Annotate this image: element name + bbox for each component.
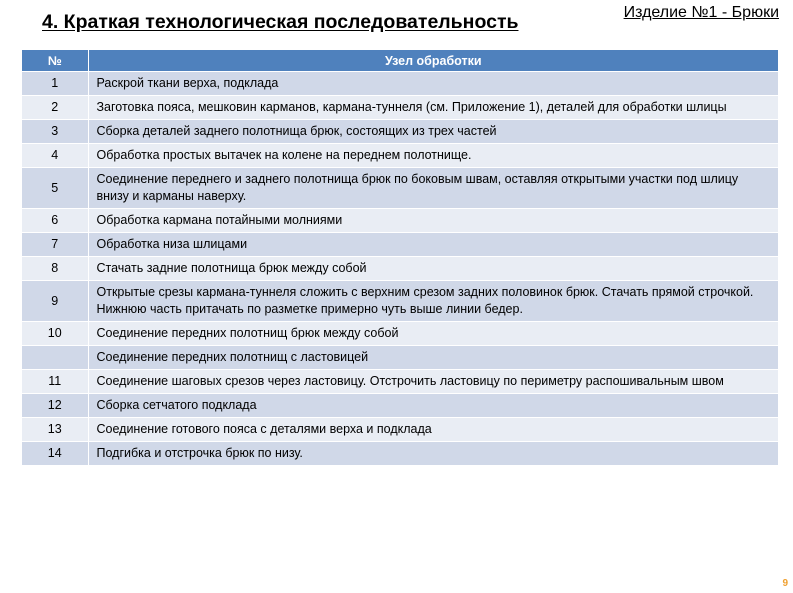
row-number: 3 <box>22 120 88 144</box>
row-number: 1 <box>22 72 88 96</box>
row-number: 2 <box>22 96 88 120</box>
row-number: 4 <box>22 144 88 168</box>
table-row <box>22 96 778 120</box>
table-row <box>22 370 778 394</box>
table-row <box>22 168 778 209</box>
row-number <box>22 346 88 370</box>
table-row <box>22 281 778 322</box>
row-operation: Соединение переднего и заднего полотнища брюк по боковым швам, оставляя открытыми участки под шлицу внизу и карманы наверху. <box>88 168 778 209</box>
process-table-container <box>22 50 778 465</box>
table-row <box>22 120 778 144</box>
row-operation: Раскрой ткани верха, подклада <box>88 72 778 96</box>
row-number: 12 <box>22 394 88 418</box>
column-header-operation: Узел обработки <box>88 50 778 72</box>
row-number: 9 <box>22 281 88 322</box>
table-row <box>22 144 778 168</box>
row-number: 13 <box>22 418 88 442</box>
row-number: 14 <box>22 442 88 466</box>
table-row <box>22 322 778 346</box>
table-row <box>22 346 778 370</box>
row-operation: Стачать задние полотнища брюк между собой <box>88 257 778 281</box>
row-operation: Соединение шаговых срезов через ластовицу. Отстрочить ластовицу по периметру распошивальным швом <box>88 370 778 394</box>
row-number: 6 <box>22 209 88 233</box>
table-row <box>22 394 778 418</box>
page-title: 4. Краткая технологическая последовательность <box>42 11 519 33</box>
row-operation: Открытые срезы кармана-туннеля сложить с верхним срезом задних половинок брюк. Стачать прямой строчкой. Нижнюю часть притачать по разметке примерно чуть выше линии бедер. <box>88 281 778 322</box>
table-row <box>22 72 778 96</box>
page-number: 9 <box>782 578 788 589</box>
table-row <box>22 442 778 466</box>
product-label: Изделие №1 - Брюки <box>623 4 779 21</box>
column-header-number: № <box>22 50 88 72</box>
table-row <box>22 418 778 442</box>
row-operation: Сборка деталей заднего полотнища брюк, состоящих из трех частей <box>88 120 778 144</box>
table-row <box>22 257 778 281</box>
row-number: 11 <box>22 370 88 394</box>
row-operation: Обработка кармана потайными молниями <box>88 209 778 233</box>
row-operation: Соединение передних полотнищ брюк между собой <box>88 322 778 346</box>
process-table <box>22 50 778 465</box>
table-header-row <box>22 50 778 72</box>
row-number: 10 <box>22 322 88 346</box>
row-operation: Соединение готового пояса с деталями верха и подклада <box>88 418 778 442</box>
row-number: 5 <box>22 168 88 209</box>
row-operation: Обработка низа шлицами <box>88 233 778 257</box>
row-operation: Обработка простых вытачек на колене на переднем полотнище. <box>88 144 778 168</box>
row-operation: Соединение передних полотнищ с ластовицей <box>88 346 778 370</box>
table-row <box>22 209 778 233</box>
row-operation: Заготовка пояса, мешковин карманов, кармана-туннеля (см. Приложение 1), деталей для обработки шлицы <box>88 96 778 120</box>
row-operation: Сборка сетчатого подклада <box>88 394 778 418</box>
row-operation: Подгибка и отстрочка брюк по низу. <box>88 442 778 466</box>
row-number: 7 <box>22 233 88 257</box>
row-number: 8 <box>22 257 88 281</box>
table-row <box>22 233 778 257</box>
table-body <box>22 72 778 466</box>
